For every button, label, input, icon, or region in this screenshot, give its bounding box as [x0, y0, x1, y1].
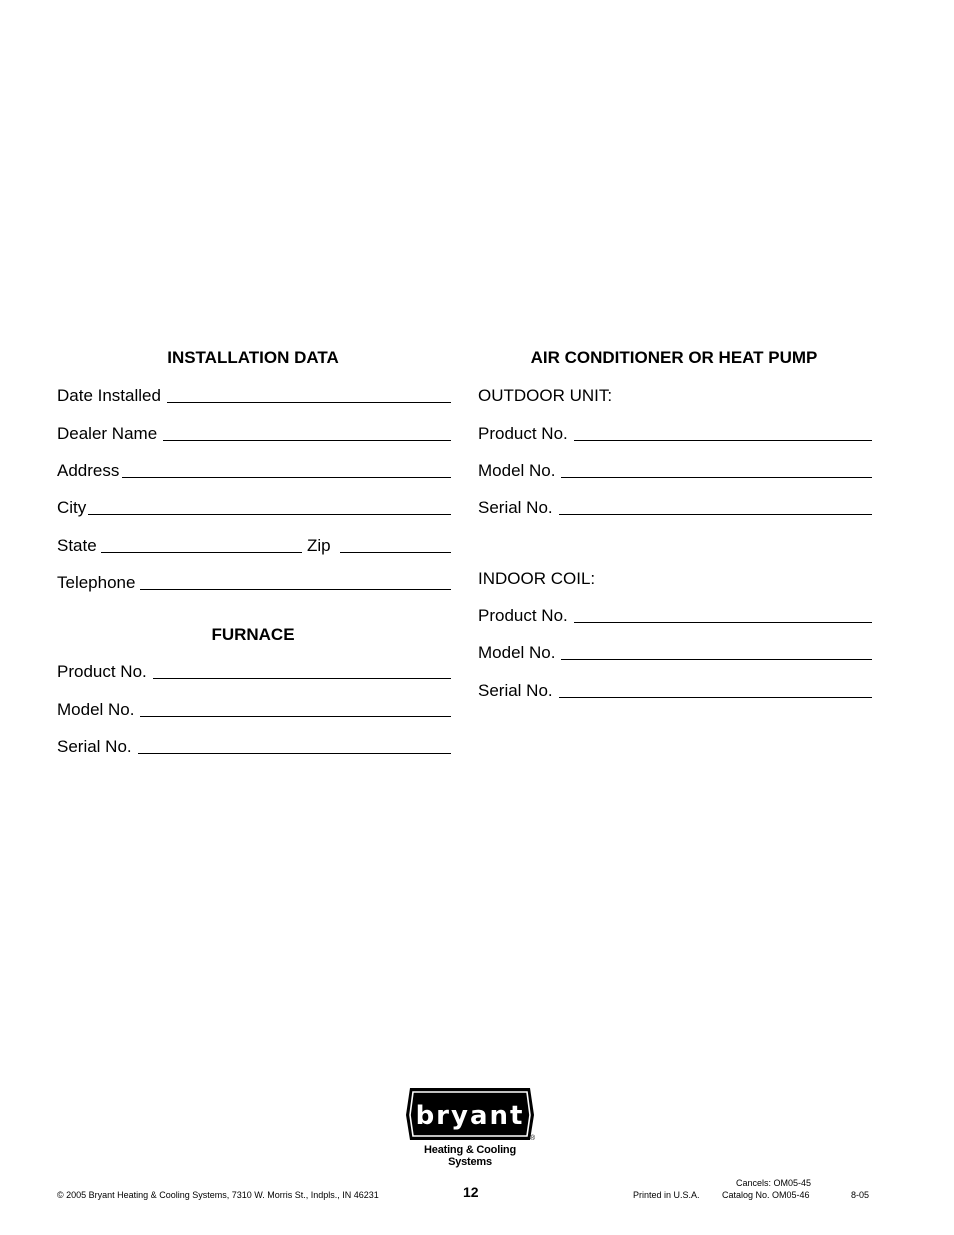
furnace-serial-no-field[interactable] [57, 737, 451, 757]
outdoor-serial-no-line[interactable] [559, 500, 872, 515]
outdoor-product-no-label: Product No. [478, 424, 568, 443]
furnace-product-no-label: Product No. [57, 662, 147, 681]
indoor-serial-no-field[interactable] [478, 681, 872, 701]
indoor-model-no-label: Model No. [478, 643, 556, 662]
zip-line[interactable] [340, 538, 451, 553]
telephone-field[interactable] [57, 573, 451, 593]
state-line[interactable] [101, 538, 302, 553]
outdoor-model-no-field[interactable] [478, 461, 872, 481]
state-label: State [57, 536, 97, 555]
bryant-logo [404, 1086, 536, 1144]
zip-label: Zip [307, 536, 331, 555]
furnace-heading: FURNACE [211, 625, 295, 644]
outdoor-product-no-field[interactable] [478, 424, 872, 444]
indoor-product-no-line[interactable] [574, 608, 872, 623]
outdoor-serial-no-field[interactable] [478, 498, 872, 518]
furnace-model-no-field[interactable] [57, 700, 451, 720]
outdoor-unit-label: OUTDOOR UNIT: [478, 386, 613, 405]
copyright-text: © 2005 Bryant Heating & Cooling Systems, 7310 W. Morris St., Indpls., IN 46231 [57, 1190, 379, 1200]
dealer-name-line[interactable] [163, 426, 451, 441]
indoor-model-no-field[interactable] [478, 643, 872, 663]
address-field[interactable] [57, 461, 451, 481]
indoor-model-no-line[interactable] [561, 645, 872, 660]
dealer-name-field[interactable] [57, 424, 451, 444]
furnace-serial-no-line[interactable] [138, 739, 451, 754]
city-label: City [57, 498, 87, 517]
indoor-serial-no-line[interactable] [559, 683, 872, 698]
furnace-model-no-label: Model No. [57, 700, 135, 719]
telephone-label: Telephone [57, 573, 136, 592]
indoor-coil-label: INDOOR COIL: [478, 569, 596, 588]
address-label: Address [57, 461, 120, 480]
cancels-text: Cancels: OM05-45 [736, 1178, 812, 1188]
furnace-model-no-line[interactable] [140, 702, 451, 717]
indoor-serial-no-label: Serial No. [478, 681, 553, 700]
address-line[interactable] [122, 463, 451, 478]
city-line[interactable] [88, 500, 451, 515]
outdoor-model-no-line[interactable] [561, 463, 872, 478]
catalog-number-text: Catalog No. OM05-46 [722, 1190, 810, 1200]
indoor-product-no-field[interactable] [478, 606, 872, 626]
outdoor-serial-no-label: Serial No. [478, 498, 553, 517]
date-installed-line[interactable] [167, 388, 451, 403]
furnace-serial-no-label: Serial No. [57, 737, 132, 756]
telephone-line[interactable] [140, 575, 451, 590]
outdoor-product-no-line[interactable] [574, 426, 872, 441]
installation-data-heading: INSTALLATION DATA [167, 348, 339, 367]
bryant-logo-wordmark: bryant [415, 1101, 525, 1131]
indoor-product-no-label: Product No. [478, 606, 568, 625]
zip-field[interactable] [307, 536, 451, 556]
print-date-text: 8-05 [851, 1190, 870, 1200]
ac-heat-pump-heading: AIR CONDITIONER OR HEAT PUMP [530, 348, 818, 367]
city-field[interactable] [57, 498, 451, 518]
registered-mark: ® [530, 1135, 536, 1142]
page-number: 12 [463, 1184, 479, 1200]
furnace-product-no-field[interactable] [57, 662, 451, 682]
furnace-product-no-line[interactable] [153, 664, 451, 679]
outdoor-model-no-label: Model No. [478, 461, 556, 480]
state-field[interactable] [57, 536, 302, 556]
bryant-tagline: Heating & Cooling Systems [424, 1144, 516, 1168]
dealer-name-label: Dealer Name [57, 424, 158, 443]
date-installed-field[interactable] [57, 386, 451, 406]
printed-in-text: Printed in U.S.A. [633, 1190, 700, 1200]
date-installed-label: Date Installed [57, 386, 161, 405]
